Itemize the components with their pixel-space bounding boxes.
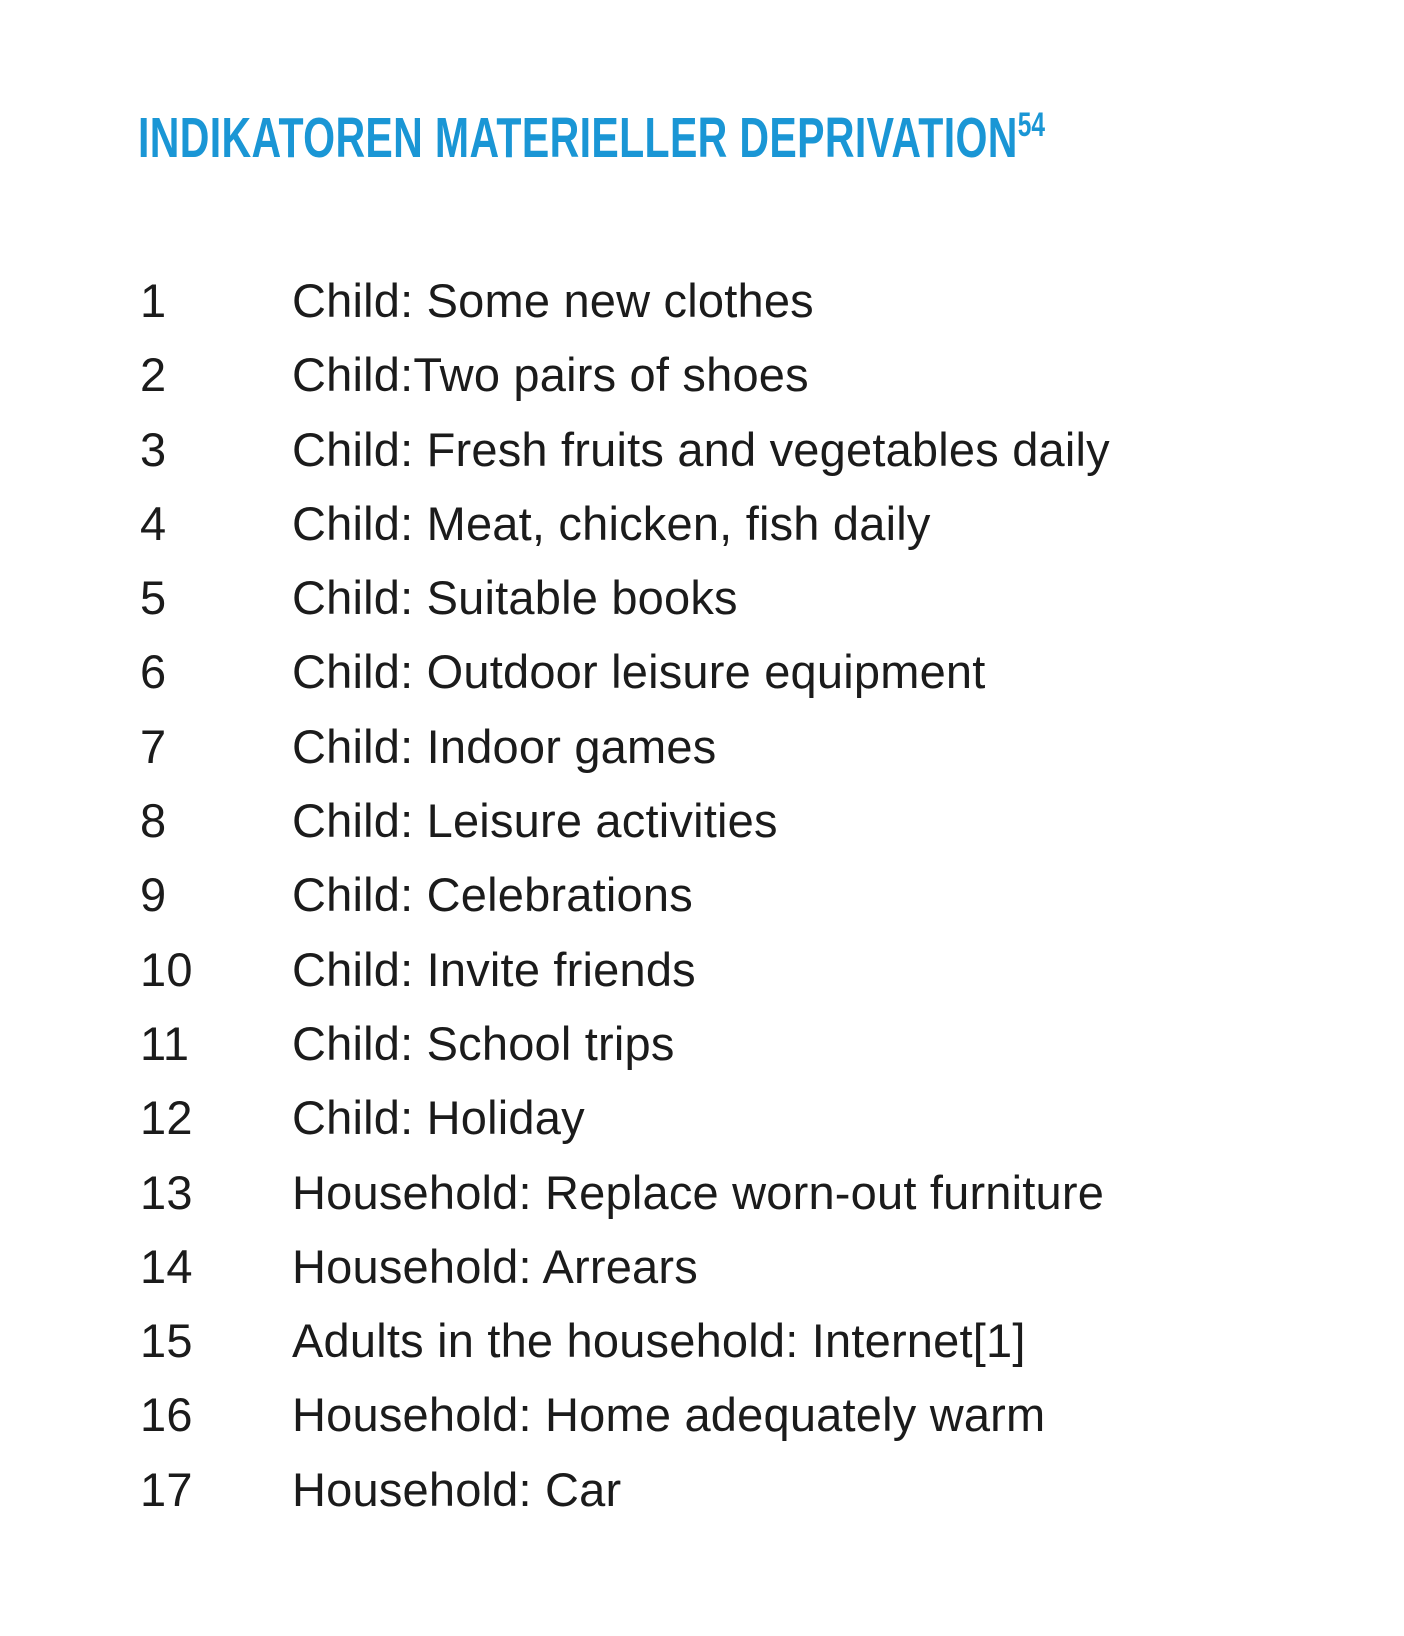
item-number: 17 (140, 1462, 193, 1516)
list-item (140, 1091, 1340, 1168)
list-item (140, 274, 1340, 351)
item-label: Household: Car (292, 1462, 622, 1516)
item-number: 10 (140, 942, 193, 996)
list-item (140, 1165, 1340, 1243)
list-item (140, 571, 1340, 648)
item-label: Child: Leisure activities (292, 794, 778, 848)
item-number: 16 (140, 1388, 193, 1442)
deprivation-indicator-list (140, 274, 1340, 1540)
page-title (138, 106, 1046, 170)
list-item (140, 1462, 1340, 1540)
title-footnote-superscript: 54 (1017, 106, 1046, 144)
list-item (140, 1388, 1340, 1465)
item-number: 6 (140, 645, 167, 699)
item-label: Adults in the household: Internet[1] (292, 1314, 1026, 1368)
item-number: 8 (140, 794, 167, 848)
item-number: 7 (140, 719, 167, 773)
list-item (140, 794, 1340, 871)
item-number: 14 (140, 1239, 193, 1293)
item-number: 11 (140, 1016, 190, 1070)
list-item (140, 1314, 1340, 1391)
item-number: 4 (140, 496, 167, 550)
page-title-text: INDIKATOREN MATERIELLER DEPRIVATION (138, 106, 1018, 170)
list-item (140, 496, 1340, 574)
list-item (140, 942, 1340, 1020)
item-label: Household: Arrears (292, 1239, 698, 1293)
list-item (140, 1239, 1340, 1317)
item-number: 5 (140, 571, 167, 625)
list-item (140, 422, 1340, 500)
item-number: 2 (140, 348, 167, 402)
item-label: Child: Indoor games (292, 719, 717, 773)
item-label: Household: Replace worn-out furniture (292, 1165, 1105, 1219)
list-item (140, 645, 1340, 722)
item-number: 13 (140, 1165, 193, 1219)
item-label: Household: Home adequately warm (292, 1388, 1046, 1442)
list-item (140, 348, 1340, 425)
item-label: Child: Meat, chicken, fish daily (292, 496, 931, 550)
list-item (140, 868, 1340, 945)
item-label: Child:Two pairs of shoes (292, 348, 809, 402)
list-item (140, 1016, 1340, 1094)
item-label: Child: Outdoor leisure equipment (292, 645, 986, 699)
item-number: 12 (140, 1091, 193, 1145)
item-label: Child: School trips (292, 1016, 675, 1070)
item-label: Child: Suitable books (292, 571, 738, 625)
item-number: 15 (140, 1314, 193, 1368)
item-label: Child: Some new clothes (292, 274, 814, 327)
item-label: Child: Fresh fruits and vegetables daily (292, 422, 1110, 476)
item-number: 1 (140, 274, 167, 327)
item-number: 3 (140, 422, 167, 476)
item-label: Child: Holiday (292, 1091, 585, 1145)
list-item (140, 719, 1340, 797)
item-number: 9 (140, 868, 167, 922)
item-label: Child: Invite friends (292, 942, 696, 996)
item-label: Child: Celebrations (292, 868, 693, 922)
